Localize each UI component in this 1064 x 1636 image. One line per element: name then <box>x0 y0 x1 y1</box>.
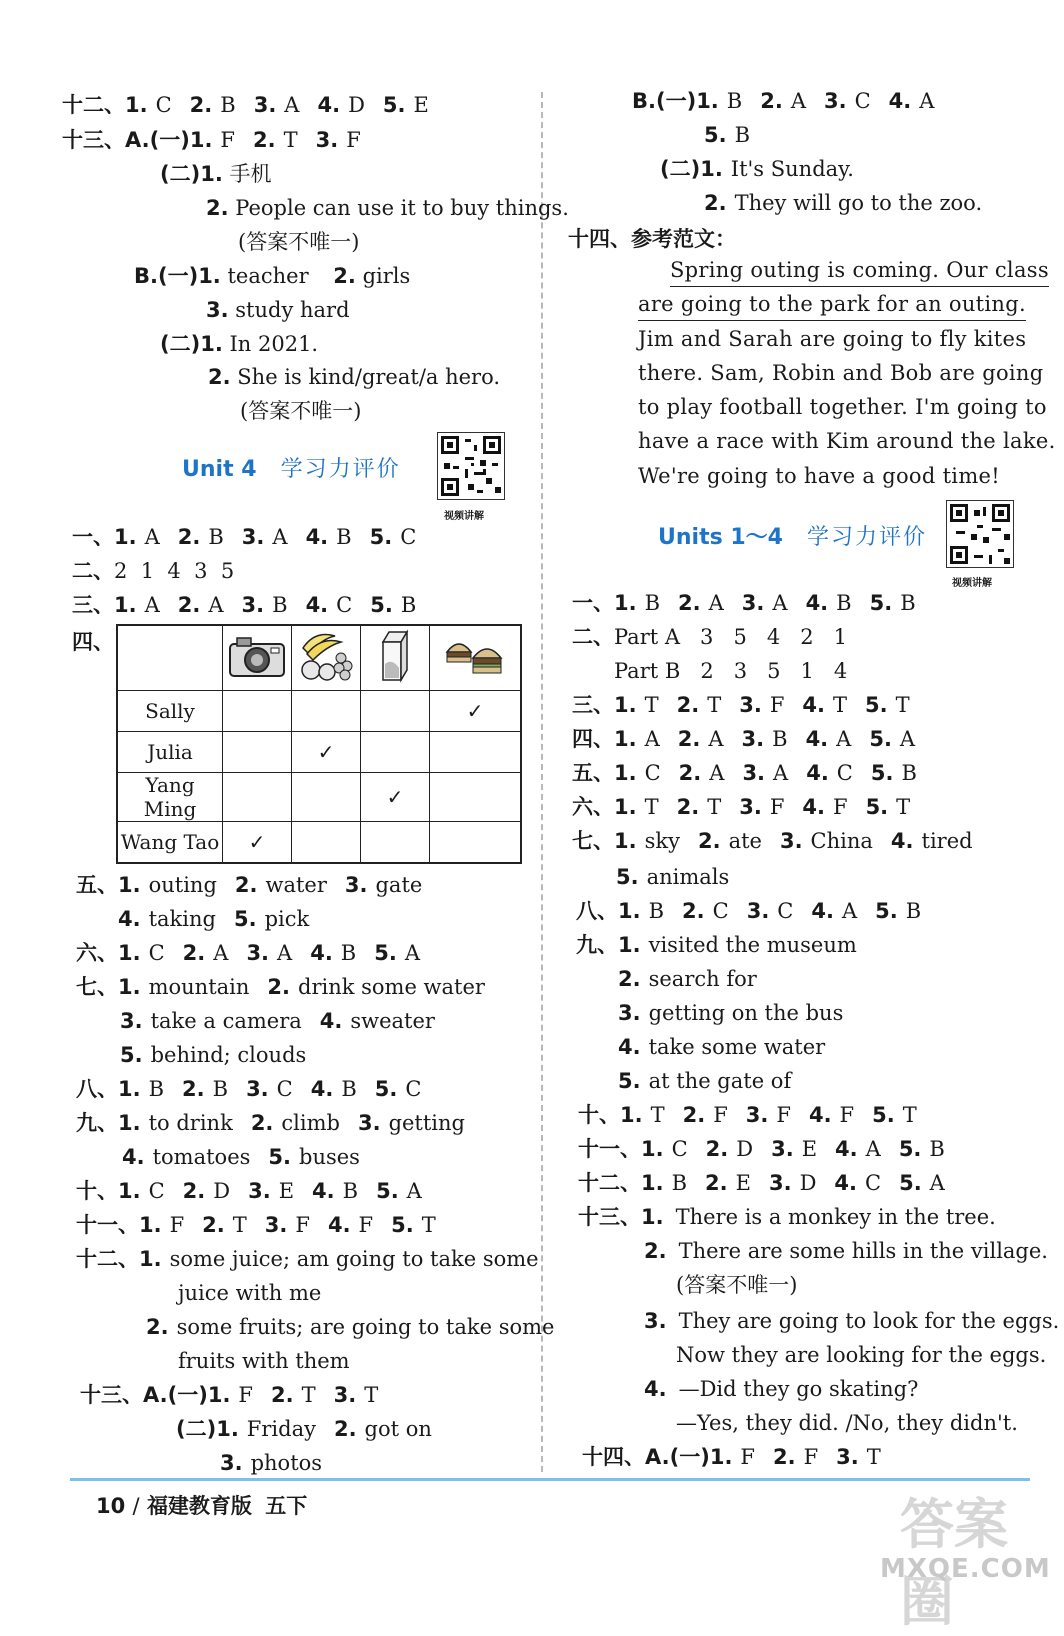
answer-item: 1. T <box>614 693 659 717</box>
answer-row <box>572 826 991 856</box>
watermark-logo: 答案圈 MXQE.COM <box>880 1493 1051 1633</box>
answer-item: 5. animals <box>616 865 730 889</box>
answer-item: 2. A <box>177 593 224 617</box>
question-label: 十二、 <box>578 1171 641 1195</box>
answer-row <box>572 724 933 754</box>
answer-row <box>572 588 934 618</box>
answer-row <box>618 1066 809 1096</box>
fruits-icon <box>292 625 361 691</box>
answer-item: 5. E <box>382 93 429 117</box>
answer-item: 1. to drink <box>118 1111 233 1135</box>
answer-item: 4. A <box>835 1137 881 1161</box>
answer-item: 4. F <box>327 1213 374 1237</box>
answer-item: 4. B <box>310 1077 357 1101</box>
answer-item: 5. pick <box>233 907 310 931</box>
answer-item: 2. E <box>705 1171 751 1195</box>
answer-item: 5. B <box>370 593 417 617</box>
answer-row <box>572 792 928 822</box>
answer-item: 3. getting on the bus <box>618 1001 844 1025</box>
answer-row <box>80 1380 396 1410</box>
answer-item: 4. B <box>312 1179 359 1203</box>
answer-item: 4. T <box>802 693 847 717</box>
question-label: 一、 <box>572 591 614 615</box>
answer-row: 二、2 1 4 3 5 <box>72 559 235 583</box>
qr-caption: 视频讲解 <box>952 578 992 589</box>
question-label: 七、 <box>572 829 614 853</box>
answer-item: 1. C <box>118 1179 165 1203</box>
answer-row <box>618 998 861 1028</box>
answer-row <box>704 120 768 150</box>
table-cell <box>223 773 292 822</box>
answer-item: 5. T <box>872 1103 917 1127</box>
answer-item: 4. tired <box>890 829 973 853</box>
answer-item: 2. C <box>682 899 729 923</box>
column-divider <box>541 92 543 1472</box>
answer-row <box>76 1108 483 1138</box>
answer-item: 4. B <box>310 941 357 965</box>
question-label: 十二、 <box>62 93 125 117</box>
answer-row <box>578 1134 963 1164</box>
question-label: 九、 <box>76 1111 118 1135</box>
essay-line: are going to the park for an outing. <box>638 288 1026 321</box>
table-cell <box>361 691 430 732</box>
answer-row <box>72 590 434 620</box>
answer-item: 3. F <box>315 128 361 152</box>
answer-item: 1. C <box>641 1137 688 1161</box>
question-label: 十三、A.(一) <box>62 128 190 152</box>
answer-item: 3. take a camera <box>120 1009 302 1033</box>
answer-item: 2. T <box>676 795 722 819</box>
answer-row <box>572 690 928 720</box>
question-label: 八、 <box>76 1077 118 1101</box>
table-cell-name: Yang Ming <box>117 773 223 822</box>
table-cell <box>430 732 522 773</box>
answer-row <box>576 930 875 960</box>
section-title: Units 1～4 学习力评价 <box>658 525 927 550</box>
answer-row <box>76 1210 454 1240</box>
question-label: 十、 <box>76 1179 118 1203</box>
answer-item: 4. F <box>808 1103 855 1127</box>
answer-item: 1. T <box>614 795 659 819</box>
answer-item: 3. China <box>779 829 873 853</box>
answer-item: 5. behind; clouds <box>120 1043 307 1067</box>
answer-row <box>618 964 775 994</box>
burger-icon <box>430 625 522 691</box>
answer-item: 3. C <box>246 1077 293 1101</box>
answer-item: 4. tomatoes <box>122 1145 251 1169</box>
answer-row <box>578 1100 935 1130</box>
answer-item: 4. A <box>888 89 935 113</box>
page-footer: 10 / 福建教育版 五下 <box>96 1494 308 1518</box>
answer-line: 十二、1. some juice; am going to take some <box>76 1247 539 1271</box>
answer-line: 3. study hard <box>206 298 350 322</box>
answer-item: 2. water <box>234 873 327 897</box>
table-row <box>117 691 521 732</box>
answer-item: 3. E <box>248 1179 295 1203</box>
answer-item: 1. A <box>114 593 160 617</box>
table-cell <box>361 732 430 773</box>
answer-item: 4. taking <box>118 907 216 931</box>
answer-item: 3. gate <box>344 873 423 897</box>
table-row <box>117 822 521 864</box>
answer-item: 1. A <box>114 525 160 549</box>
answer-item: 5. B <box>869 591 916 615</box>
answer-item: 3. getting <box>357 1111 465 1135</box>
answer-item: 1. A <box>614 727 660 751</box>
answer-item: 4. sweater <box>319 1009 435 1033</box>
answer-line: juice with me <box>178 1281 322 1305</box>
answer-item: 2. F <box>773 1445 819 1469</box>
answer-note: (答案不唯一) <box>238 230 360 254</box>
answer-item: 1. B <box>641 1171 688 1195</box>
answer-line: —Yes, they did. /No, they didn't. <box>676 1411 1018 1435</box>
answer-item: 4. B <box>305 525 352 549</box>
answer-item: 3. T <box>333 1383 379 1407</box>
answer-item: 1. Friday <box>216 1417 316 1441</box>
answer-item: 2. T <box>253 128 298 152</box>
section-title: Unit 4 学习力评价 <box>182 457 401 482</box>
publisher: 福建教育版 <box>146 1494 252 1518</box>
answer-line: 2. There are some hills in the village. <box>644 1239 1048 1263</box>
answer-item: 3. F <box>739 693 785 717</box>
answer-line: 2. She is kind/great/a hero. <box>208 365 501 389</box>
answer-item: 5. at the gate of <box>618 1069 792 1093</box>
answer-item: 5. T <box>865 693 910 717</box>
answer-item: 1. F <box>139 1213 185 1237</box>
answer-note: (答案不唯一) <box>240 399 362 423</box>
section-label: 四、 <box>72 630 114 654</box>
question-label: 十三、A.(一) <box>80 1383 208 1407</box>
question-label: 十一、 <box>578 1137 641 1161</box>
answer-note: (答案不唯一) <box>676 1273 798 1297</box>
essay-line: We're going to have a good time! <box>638 464 1001 488</box>
answer-item: 2. D <box>182 1179 231 1203</box>
answer-row <box>582 1442 899 1472</box>
camera-icon <box>223 625 292 691</box>
answer-row <box>76 972 503 1002</box>
answer-item: 5. A <box>869 727 916 751</box>
question-label: 五、 <box>572 761 614 785</box>
answer-item: 2. drink some water <box>267 975 485 999</box>
answer-item: 3. A <box>241 525 288 549</box>
answer-line: 3. They are going to look for the eggs. <box>644 1309 1060 1333</box>
answer-item: 3. E <box>771 1137 818 1161</box>
answer-row <box>76 938 438 968</box>
answer-item: 4. A <box>805 727 852 751</box>
answer-item: 3. C <box>823 89 871 113</box>
answer-item: 5. A <box>374 941 420 965</box>
answer-item: 3. D <box>768 1171 817 1195</box>
question-label: B.(一) <box>632 89 697 113</box>
grade: 五下 <box>265 1494 308 1518</box>
answer-item: 3. F <box>264 1213 310 1237</box>
question-label: 十、 <box>578 1103 620 1127</box>
table-cell <box>292 691 361 732</box>
answer-item: 2. A <box>678 591 724 615</box>
answer-item: 3. T <box>836 1445 881 1469</box>
answer-item: 1. mountain <box>118 975 250 999</box>
answer-item: 3. A <box>741 591 788 615</box>
answer-row <box>118 904 327 934</box>
answer-row: Part B 2 3 5 1 4 <box>614 659 848 683</box>
table-cell <box>292 822 361 864</box>
answer-item: 5. B <box>875 899 922 923</box>
answer-item: 4. take some water <box>618 1035 826 1059</box>
answer-item: 2. ate <box>697 829 762 853</box>
answer-item: 2. T <box>202 1213 247 1237</box>
answer-item: 2. B <box>177 525 224 549</box>
essay-line: Spring outing is coming. Our class <box>670 254 1049 287</box>
table-cell-name: Julia <box>117 732 223 773</box>
answer-row <box>176 1414 450 1444</box>
answer-row <box>120 1006 453 1036</box>
answer-line: (二)1. In 2021. <box>160 332 319 356</box>
question-label: 七、 <box>76 975 118 999</box>
table-cell: ✓ <box>223 822 292 864</box>
answer-item: 3. F <box>739 795 785 819</box>
answer-item: 1. outing <box>118 873 217 897</box>
table-cell: ✓ <box>361 773 430 822</box>
question-label: 十四、A.(一) <box>582 1445 710 1469</box>
answer-item: 2. A <box>678 761 725 785</box>
answer-row <box>72 522 434 552</box>
answer-item: 4. C <box>305 593 353 617</box>
answer-line: (二)1. It's Sunday. <box>660 157 854 181</box>
table-cell <box>361 822 430 864</box>
answer-item: 3. A <box>742 761 789 785</box>
answer-item: 5. T <box>391 1213 436 1237</box>
answer-item: 2. search for <box>618 967 757 991</box>
question-label: (二) <box>176 1417 217 1441</box>
page-number: 10 <box>96 1494 126 1518</box>
question-label: 四、 <box>572 727 614 751</box>
section-label: 十四、参考范文： <box>568 227 736 251</box>
answer-item: 2. A <box>760 89 806 113</box>
answer-item: 1. F <box>709 1445 755 1469</box>
question-label: 一、 <box>72 525 114 549</box>
answer-item: 3. F <box>745 1103 791 1127</box>
answer-item: 1. B <box>618 899 665 923</box>
question-label: 六、 <box>76 941 118 965</box>
answer-item: 2. D <box>705 1137 754 1161</box>
answer-line: 十三、1. There is a monkey in the tree. <box>578 1205 996 1229</box>
question-label: 三、 <box>72 593 114 617</box>
answer-item: 4. C <box>834 1171 882 1195</box>
answer-item: 5. T <box>865 795 911 819</box>
answer-line: 2. They will go to the zoo. <box>704 191 983 215</box>
essay-line: to play football together. I'm going to <box>638 395 1047 419</box>
question-label: 八、 <box>576 899 618 923</box>
question-label: 三、 <box>572 693 614 717</box>
answer-item: 1. F <box>189 128 235 152</box>
answer-item: 1. C <box>118 941 165 965</box>
table-row <box>117 773 521 822</box>
answer-item: 4. C <box>806 761 853 785</box>
answer-item: 1. C <box>125 93 172 117</box>
qr-code-icon[interactable] <box>437 432 505 500</box>
essay-line: have a race with Kim around the lake. <box>638 429 1056 453</box>
answer-item: 1. B <box>118 1077 165 1101</box>
answer-item: 1. C <box>614 761 661 785</box>
answer-line: 2. People can use it to buy things. <box>206 196 569 220</box>
table-corner-cell <box>117 625 223 691</box>
answer-item: 1. sky <box>614 829 680 853</box>
footer-rule <box>70 1478 1030 1481</box>
answer-item: 5. B <box>870 761 917 785</box>
answer-row <box>618 1032 843 1062</box>
table-cell: ✓ <box>292 732 361 773</box>
answer-line: B.(一)1. teacher 2. girls <box>134 264 411 288</box>
question-label: 十一、 <box>76 1213 139 1237</box>
answer-item: 5. A <box>899 1171 945 1195</box>
milk-carton-icon <box>361 625 430 691</box>
answer-row <box>122 1142 378 1172</box>
table-cell-name: Sally <box>117 691 223 732</box>
answer-row <box>76 1074 439 1104</box>
answer-item: 3. photos <box>220 1451 323 1475</box>
answer-item: 4. B <box>805 591 852 615</box>
answer-item: 2. F <box>682 1103 728 1127</box>
answer-item: 3. A <box>246 941 293 965</box>
answer-item: 2. A <box>677 727 724 751</box>
table-cell <box>430 773 522 822</box>
table-cell <box>292 773 361 822</box>
answer-row <box>120 1040 324 1070</box>
answer-row: 二、Part A 3 5 4 2 1 <box>572 625 847 649</box>
qr-caption: 视频讲解 <box>444 511 484 522</box>
answer-line: 4. —Did they go skating? <box>644 1377 919 1401</box>
table-cell <box>430 822 522 864</box>
answer-line: fruits with them <box>178 1349 350 1373</box>
answer-item: 1. B <box>696 89 743 113</box>
answer-item: 5. C <box>374 1077 422 1101</box>
answer-item: 1. B <box>614 591 661 615</box>
answer-item: 2. T <box>271 1383 316 1407</box>
answer-row <box>62 125 379 155</box>
answer-line: (二)1. 手机 <box>160 162 272 186</box>
answer-item: 5. C <box>369 525 417 549</box>
table-row <box>117 732 521 773</box>
answer-item: 4. F <box>802 795 848 819</box>
answer-item: 1. F <box>207 1383 253 1407</box>
essay-line: Jim and Sarah are going to fly kites <box>638 327 1027 351</box>
answer-row <box>616 862 747 892</box>
answer-line: Now they are looking for the eggs. <box>676 1343 1047 1367</box>
table-header-row <box>117 625 521 691</box>
essay-line: there. Sam, Robin and Bob are going <box>638 361 1044 385</box>
answer-item: 2. B <box>182 1077 229 1101</box>
answer-item: 5. A <box>376 1179 422 1203</box>
answer-item: 5. B <box>898 1137 945 1161</box>
answer-row <box>76 1176 440 1206</box>
table-cell <box>223 691 292 732</box>
answer-item: 3. B <box>241 593 288 617</box>
answer-item: 5. B <box>704 123 751 147</box>
answer-row <box>220 1448 340 1478</box>
answer-row <box>76 870 440 900</box>
answer-row <box>632 86 952 116</box>
answer-item: 2. T <box>676 693 722 717</box>
answer-item: 2. A <box>182 941 229 965</box>
answer-item: 4. D <box>317 93 365 117</box>
checkmark-table <box>116 624 522 864</box>
answer-row <box>578 1168 963 1198</box>
answer-row <box>576 896 939 926</box>
answer-item: 3. C <box>746 899 794 923</box>
answer-item: 1. T <box>620 1103 665 1127</box>
question-label: 六、 <box>572 795 614 819</box>
table-cell <box>223 732 292 773</box>
answer-item: 2. got on <box>333 1417 432 1441</box>
answer-item: 4. A <box>811 899 858 923</box>
answer-row <box>62 90 447 120</box>
qr-code-icon[interactable] <box>946 500 1014 568</box>
table-cell-name: Wang Tao <box>117 822 223 864</box>
answer-item: 2. climb <box>250 1111 340 1135</box>
answer-item: 2. B <box>189 93 236 117</box>
answer-item: 3. B <box>741 727 788 751</box>
answer-item: 1. visited the museum <box>618 933 857 957</box>
answer-item: 3. A <box>253 93 300 117</box>
answer-item: 5. buses <box>268 1145 360 1169</box>
question-label: 九、 <box>576 933 618 957</box>
question-label: 五、 <box>76 873 118 897</box>
table-cell: ✓ <box>430 691 522 732</box>
answer-row <box>572 758 935 788</box>
answer-line: 2. some fruits; are going to take some <box>146 1315 555 1339</box>
